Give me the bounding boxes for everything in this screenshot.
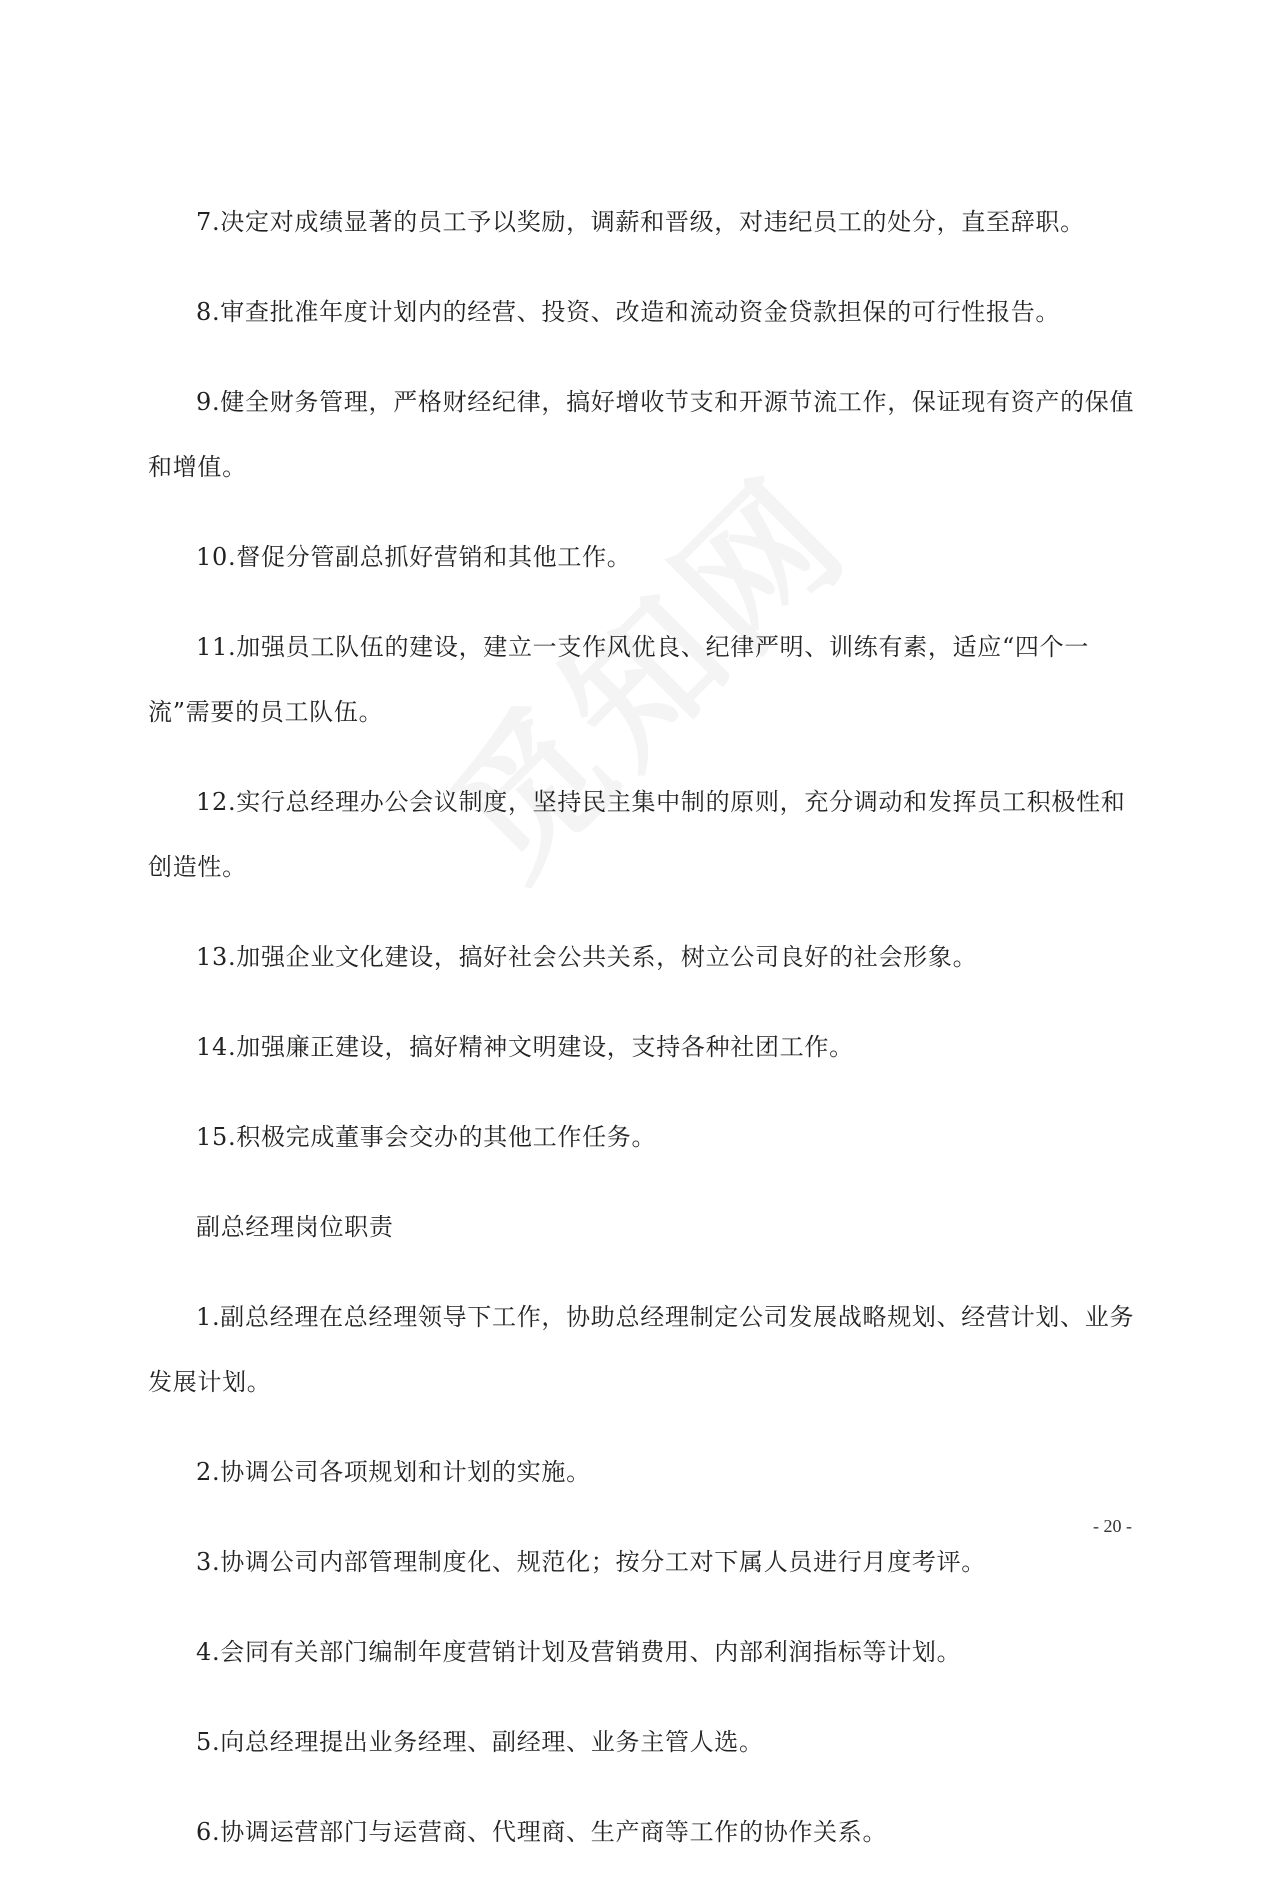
paragraph-item-10: 10.督促分管副总抓好营销和其他工作。 (196, 543, 632, 571)
duty-item-4: 4.会同有关部门编制年度营销计划及营销费用、内部利润指标等计划。 (196, 1638, 962, 1666)
paragraph-item-12: 12.实行总经理办公会议制度，坚持民主集中制的原则，充分调动和发挥员工积极性和创造性。 (148, 788, 1126, 881)
duty-item-1: 1.副总经理在总经理领导下工作，协助总经理制定公司发展战略规划、经营计划、业务发展计划。 (148, 1303, 1135, 1396)
paragraph-item-13: 13.加强企业文化建设，搞好社会公共关系，树立公司良好的社会形象。 (196, 943, 978, 971)
paragraph-item-15: 15.积极完成董事会交办的其他工作任务。 (196, 1123, 657, 1151)
paragraph-item-11: 11.加强员工队伍的建设，建立一支作风优良、纪律严明、训练有素，适应“四个一流”需要的员工队伍。 (148, 633, 1090, 726)
page-number: - 20 - (1093, 1516, 1132, 1536)
section-heading: 副总经理岗位职责 (196, 1213, 394, 1241)
paragraph-item-14: 14.加强廉正建设，搞好精神文明建设，支持各种社团工作。 (196, 1033, 854, 1061)
duty-item-5: 5.向总经理提出业务经理、副经理、业务主管人选。 (196, 1728, 764, 1756)
paragraph-item-8: 8.审查批准年度计划内的经营、投资、改造和流动资金贷款担保的可行性报告。 (196, 298, 1061, 326)
duty-item-2: 2.协调公司各项规划和计划的实施。 (196, 1458, 591, 1486)
paragraph-item-7: 7.决定对成绩显著的员工予以奖励，调薪和晋级，对违纪员工的处分，直至辞职。 (196, 208, 1085, 236)
document-body (148, 190, 1136, 1890)
paragraph-item-9: 9.健全财务管理，严格财经纪律，搞好增收节支和开源节流工作，保证现有资产的保值和增值。 (148, 388, 1135, 481)
duty-item-3: 3.协调公司内部管理制度化、规范化；按分工对下属人员进行月度考评。 (196, 1548, 986, 1576)
duty-item-6: 6.协调运营部门与运营商、代理商、生产商等工作的协作关系。 (196, 1818, 888, 1846)
